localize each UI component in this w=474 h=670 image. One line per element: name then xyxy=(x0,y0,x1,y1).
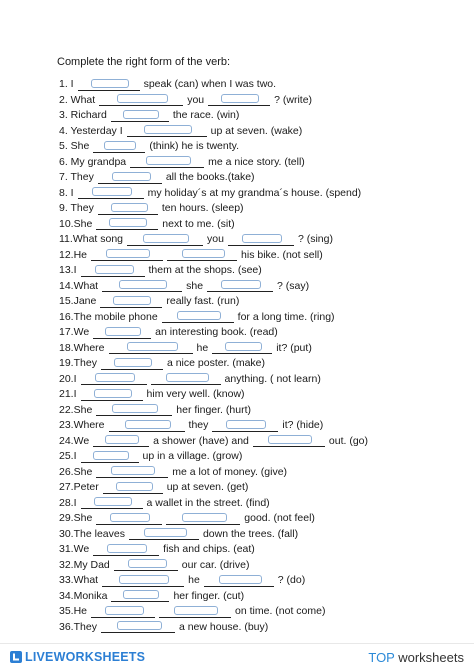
answer-field[interactable] xyxy=(109,342,193,354)
exercise-item xyxy=(57,124,437,140)
answer-input-box[interactable] xyxy=(119,280,167,289)
answer-field[interactable] xyxy=(212,342,272,354)
exercise-item xyxy=(57,201,437,217)
item-text: 5. She xyxy=(59,140,90,152)
answer-field[interactable] xyxy=(208,94,270,106)
answer-input-box[interactable] xyxy=(93,451,129,460)
answer-field[interactable] xyxy=(93,435,149,447)
item-text: my holiday´s at my grandma´s house. (spend) xyxy=(147,186,362,199)
exercise-item xyxy=(57,496,437,512)
answer-input-box[interactable] xyxy=(105,327,141,336)
item-text: anything. ( not learn) xyxy=(224,372,321,385)
item-text: he xyxy=(196,341,209,354)
item-text: them at the shops. (see) xyxy=(148,264,262,276)
answer-field[interactable] xyxy=(81,451,139,463)
answer-input-box[interactable] xyxy=(117,621,162,630)
answer-input-box[interactable] xyxy=(95,265,134,274)
item-text: 18.Where xyxy=(59,341,105,354)
item-text: him very well. (know) xyxy=(146,388,245,400)
topworksheets-logo[interactable] xyxy=(368,650,464,665)
item-text: 23.Where xyxy=(59,419,105,431)
answer-field[interactable] xyxy=(91,249,163,261)
item-text: 27.Peter xyxy=(59,481,99,493)
answer-field[interactable] xyxy=(159,606,231,618)
item-text: 6. My grandpa xyxy=(59,155,127,168)
answer-input-box[interactable] xyxy=(268,435,312,444)
exercise-item xyxy=(57,341,437,357)
answer-field[interactable] xyxy=(98,172,162,184)
exercise-item xyxy=(57,310,437,326)
instructions: Complete the right form of the verb: xyxy=(57,56,231,68)
answer-input-box[interactable] xyxy=(94,389,132,398)
liveworksheets-logo[interactable] xyxy=(10,650,145,664)
answer-input-box[interactable] xyxy=(105,606,144,615)
answer-field[interactable] xyxy=(81,389,143,401)
item-text: a new house. (buy) xyxy=(178,620,269,633)
item-text: up in a village. (grow) xyxy=(142,450,243,462)
item-text: really fast. (run) xyxy=(166,295,240,307)
item-text: he xyxy=(188,574,200,586)
answer-field[interactable] xyxy=(78,79,140,91)
item-text: out. (go) xyxy=(328,434,369,447)
item-text: 16.The mobile phone xyxy=(59,310,158,323)
answer-input-box[interactable] xyxy=(146,156,191,165)
item-text: all the books.(take) xyxy=(165,171,255,183)
item-text: she xyxy=(186,279,204,292)
item-text: his bike. (not sell) xyxy=(241,248,323,261)
item-text: ? (say) xyxy=(277,279,310,292)
exercise-item xyxy=(57,356,437,372)
answer-input-box[interactable] xyxy=(174,606,218,615)
item-text: 26.She xyxy=(59,465,93,478)
answer-field[interactable] xyxy=(212,420,278,432)
answer-field[interactable] xyxy=(96,466,168,478)
item-text: 33.What xyxy=(59,574,99,586)
item-text: 9. They xyxy=(59,202,94,214)
answer-input-box[interactable] xyxy=(119,575,169,584)
answer-field[interactable] xyxy=(207,280,273,292)
answer-field[interactable] xyxy=(96,513,162,525)
answer-input-box[interactable] xyxy=(128,559,167,568)
item-text: they xyxy=(188,419,209,431)
answer-field[interactable] xyxy=(102,575,184,587)
exercise-item xyxy=(57,418,437,434)
answer-field[interactable] xyxy=(101,358,163,370)
answer-field[interactable] xyxy=(111,110,169,122)
answer-input-box[interactable] xyxy=(105,435,139,444)
exercise-item xyxy=(57,155,437,171)
answer-input-box[interactable] xyxy=(112,172,151,181)
answer-input-box[interactable] xyxy=(92,187,132,196)
exercise-item xyxy=(57,589,437,605)
answer-field[interactable] xyxy=(99,94,183,106)
answer-field[interactable] xyxy=(204,575,274,587)
exercise-item xyxy=(57,480,437,496)
item-text: (think) he is twenty. xyxy=(149,140,240,152)
answer-field[interactable] xyxy=(81,373,147,385)
item-text: 7. They xyxy=(59,171,94,183)
answer-field[interactable] xyxy=(78,187,144,199)
exercise-item xyxy=(57,403,437,419)
liveworksheets-brand-text: LIVEWORKSHEETS xyxy=(25,650,146,664)
answer-field[interactable] xyxy=(101,621,175,633)
item-text: you xyxy=(207,233,224,245)
exercise-item xyxy=(57,263,437,279)
item-text: 12.He xyxy=(59,248,88,261)
answer-input-box[interactable] xyxy=(113,296,151,305)
answer-field[interactable] xyxy=(96,218,158,230)
exercise-item xyxy=(57,77,437,93)
item-text: 20.I xyxy=(59,372,77,385)
exercise-list xyxy=(57,77,437,635)
answer-field[interactable] xyxy=(93,327,151,339)
answer-input-box[interactable] xyxy=(219,575,262,584)
answer-field[interactable] xyxy=(91,606,155,618)
answer-field[interactable] xyxy=(129,528,199,540)
answer-field[interactable] xyxy=(127,125,207,137)
exercise-item xyxy=(57,542,437,558)
answer-field[interactable] xyxy=(93,544,159,556)
answer-field[interactable] xyxy=(114,559,178,571)
answer-input-box[interactable] xyxy=(112,404,158,413)
item-text: 35.He xyxy=(59,605,88,617)
item-text: 13.I xyxy=(59,264,77,276)
item-text: next to me. (sit) xyxy=(162,217,235,230)
exercise-item xyxy=(57,248,437,264)
answer-input-box[interactable] xyxy=(182,249,225,258)
answer-input-box[interactable] xyxy=(225,342,262,351)
item-text: ? (do) xyxy=(277,574,306,586)
item-text: 31.We xyxy=(59,543,90,555)
footer-bar xyxy=(0,643,474,670)
answer-input-box[interactable] xyxy=(144,125,192,134)
item-text: 14.What xyxy=(59,279,99,292)
item-text: me a nice story. (tell) xyxy=(208,155,305,168)
answer-input-box[interactable] xyxy=(104,141,136,150)
exercise-item xyxy=(57,279,437,295)
exercise-item xyxy=(57,604,437,620)
exercise-item xyxy=(57,511,437,527)
answer-input-box[interactable] xyxy=(111,466,155,475)
item-text: 15.Jane xyxy=(59,295,97,307)
answer-input-box[interactable] xyxy=(144,528,187,537)
answer-input-box[interactable] xyxy=(182,513,227,522)
item-text: it? (hide) xyxy=(282,419,324,431)
item-text: a nice poster. (make) xyxy=(166,357,265,369)
item-text: it? (put) xyxy=(276,341,312,354)
answer-input-box[interactable] xyxy=(221,94,259,103)
item-text: her finger. (cut) xyxy=(173,589,245,602)
answer-input-box[interactable] xyxy=(226,420,266,429)
answer-input-box[interactable] xyxy=(94,497,132,506)
exercise-item xyxy=(57,372,437,388)
answer-input-box[interactable] xyxy=(114,358,152,367)
item-text: ? (sing) xyxy=(297,233,333,245)
exercise-item xyxy=(57,232,437,248)
answer-input-box[interactable] xyxy=(109,218,147,227)
exercise-item xyxy=(57,139,437,155)
answer-field[interactable] xyxy=(96,404,172,416)
item-text: 17.We xyxy=(59,326,90,338)
exercise-item xyxy=(57,449,437,465)
answer-input-box[interactable] xyxy=(123,110,159,119)
answer-field[interactable] xyxy=(103,482,163,494)
exercise-item xyxy=(57,387,437,403)
exercise-item xyxy=(57,108,437,124)
item-text: 30.The leaves xyxy=(59,527,125,540)
topworksheets-brand-top: TOP xyxy=(368,650,395,665)
answer-input-box[interactable] xyxy=(107,544,147,553)
item-text: 22.She xyxy=(59,403,93,416)
exercise-item xyxy=(57,217,437,233)
answer-input-box[interactable] xyxy=(110,513,150,522)
item-text: 10.She xyxy=(59,217,93,230)
item-text: her finger. (hurt) xyxy=(176,403,251,416)
item-text: an interesting book. (read) xyxy=(155,326,278,338)
item-text: 28.I xyxy=(59,496,77,509)
item-text: me a lot of money. (give) xyxy=(172,465,288,478)
answer-field[interactable] xyxy=(253,435,325,447)
answer-field[interactable] xyxy=(109,420,185,432)
exercise-item xyxy=(57,325,437,341)
exercise-item xyxy=(57,558,437,574)
item-text: on time. (not come) xyxy=(235,605,326,617)
answer-field[interactable] xyxy=(81,265,145,277)
exercise-item xyxy=(57,527,437,543)
answer-input-box[interactable] xyxy=(242,234,282,243)
answer-input-box[interactable] xyxy=(111,203,148,212)
answer-input-box[interactable] xyxy=(166,373,209,382)
item-text: 24.We xyxy=(59,434,90,447)
exercise-item xyxy=(57,434,437,450)
exercise-item xyxy=(57,186,437,202)
answer-field[interactable] xyxy=(127,234,203,246)
answer-input-box[interactable] xyxy=(117,94,168,103)
answer-input-box[interactable] xyxy=(221,280,261,289)
item-text: 21.I xyxy=(59,388,77,400)
item-text: 34.Monika xyxy=(59,589,108,602)
item-text: 8. I xyxy=(59,186,74,199)
item-text: speak (can) when I was two. xyxy=(143,78,277,90)
answer-input-box[interactable] xyxy=(127,342,178,351)
item-text: up at seven. (wake) xyxy=(210,124,303,137)
item-text: 3. Richard xyxy=(59,109,107,121)
liveworksheets-logo-icon xyxy=(10,651,22,663)
answer-field[interactable] xyxy=(151,373,221,385)
answer-field[interactable] xyxy=(130,156,204,168)
answer-field[interactable] xyxy=(102,280,182,292)
exercise-item xyxy=(57,465,437,481)
item-text: down the trees. (fall) xyxy=(202,527,299,540)
item-text: good. (not feel) xyxy=(244,512,315,524)
item-text: 36.They xyxy=(59,620,97,633)
answer-field[interactable] xyxy=(228,234,294,246)
exercise-item xyxy=(57,620,437,636)
item-text: fish and chips. (eat) xyxy=(163,543,255,555)
exercise-item xyxy=(57,294,437,310)
answer-field[interactable] xyxy=(93,141,145,153)
answer-input-box[interactable] xyxy=(91,79,129,88)
exercise-item xyxy=(57,573,437,589)
item-text: the race. (win) xyxy=(172,109,240,121)
item-text: 4. Yesterday I xyxy=(59,124,123,137)
answer-input-box[interactable] xyxy=(95,373,135,382)
item-text: 1. I xyxy=(59,78,74,90)
item-text: 29.She xyxy=(59,512,93,524)
item-text: a shower (have) and xyxy=(153,434,249,447)
item-text: for a long time. (ring) xyxy=(237,310,335,323)
item-text: up at seven. (get) xyxy=(166,481,249,493)
item-text: 19.They xyxy=(59,357,97,369)
item-text: 32.My Dad xyxy=(59,558,110,571)
exercise-item xyxy=(57,170,437,186)
item-text: a wallet in the street. (find) xyxy=(146,496,270,509)
answer-field[interactable] xyxy=(98,203,158,215)
item-text: 11.What song xyxy=(59,233,124,245)
answer-input-box[interactable] xyxy=(125,420,171,429)
item-text: ten hours. (sleep) xyxy=(161,202,244,214)
topworksheets-brand-rest: worksheets xyxy=(394,650,464,665)
answer-field[interactable] xyxy=(162,311,234,323)
answer-input-box[interactable] xyxy=(123,590,159,599)
answer-field[interactable] xyxy=(111,590,169,602)
answer-field[interactable] xyxy=(167,249,237,261)
answer-input-box[interactable] xyxy=(177,311,221,320)
item-text: ? (write) xyxy=(274,93,313,106)
exercise-item xyxy=(57,93,437,109)
answer-input-box[interactable] xyxy=(106,249,150,258)
answer-field[interactable] xyxy=(100,296,162,308)
item-text: 25.I xyxy=(59,450,77,462)
answer-field[interactable] xyxy=(166,513,240,525)
item-text: 2. What xyxy=(59,93,96,106)
answer-field[interactable] xyxy=(81,497,143,509)
item-text: our car. (drive) xyxy=(181,558,250,571)
answer-input-box[interactable] xyxy=(116,482,153,491)
answer-input-box[interactable] xyxy=(143,234,189,243)
item-text: you xyxy=(187,93,205,106)
